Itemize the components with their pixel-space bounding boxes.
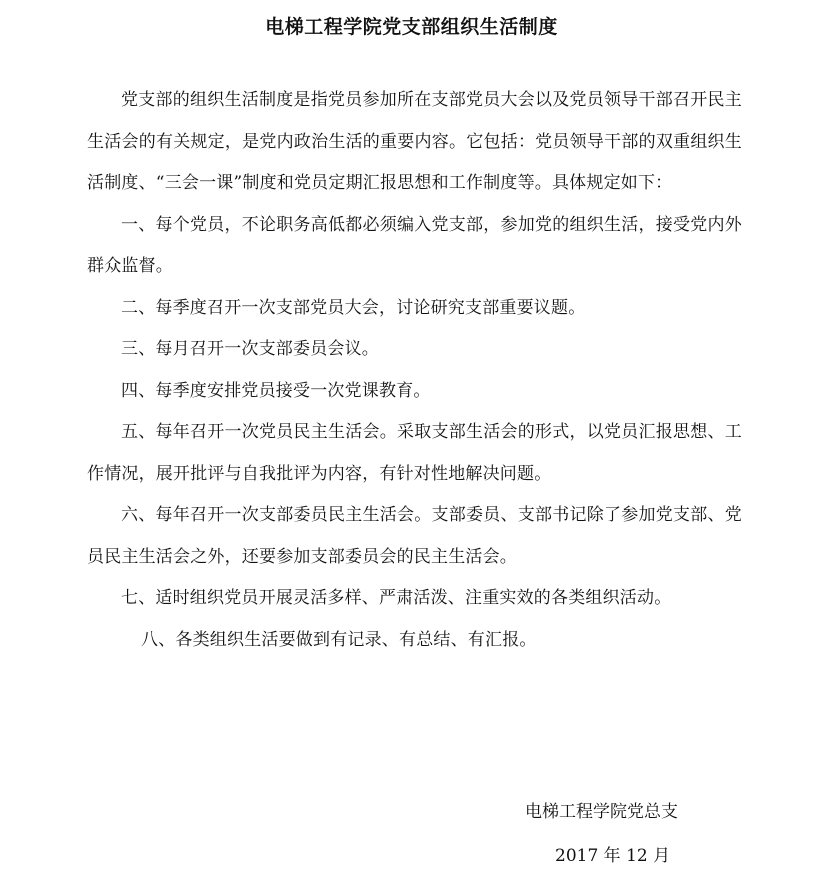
intro-paragraph: 党支部的组织生活制度是指党员参加所在支部党员大会以及党员领导干部召开民主生活会的有关规定，是党内政治生活的重要内容。它包括：党员领导干部的双重组织生活制度、“三会一课”制度和党员定期汇报思想和工作制度等。具体规定如下：	[87, 90, 742, 193]
rule-paragraph-5: 五、每年召开一次党员民主生活会。采取支部生活会的形式，以党员汇报思想、工作情况，展开批评与自我批评为内容，有针对性地解决问题。	[87, 422, 742, 484]
signature-block	[525, 790, 775, 878]
signature-date: 2017 年 12 月	[555, 846, 671, 866]
signature-organization: 电梯工程学院党总支	[525, 802, 678, 822]
rule-paragraph-3: 三、每月召开一次支部委员会议。	[121, 339, 379, 359]
document-title: 电梯工程学院党支部组织生活制度	[265, 16, 558, 38]
rule-paragraph-4: 四、每季度安排党员接受一次党课教育。	[121, 380, 431, 401]
rule-paragraph-8: 八、各类组织生活要做到有记录、有总结、有汇报。	[141, 629, 537, 650]
rule-paragraph-7: 七、适时组织党员开展灵活多样、严肃活泼、注重实效的各类组织活动。	[121, 588, 672, 608]
rule-paragraph-2: 二、每季度召开一次支部党员大会，讨论研究支部重要议题。	[121, 297, 586, 318]
rule-paragraph-1: 一、每个党员，不论职务高低都必须编入党支部，参加党的组织生活，接受党内外群众监督。	[87, 214, 742, 276]
rule-paragraph-6: 六、每年召开一次支部委员民主生活会。支部委员、支部书记除了参加党支部、党员民主生活会之外，还要参加支部委员会的民主生活会。	[87, 505, 742, 567]
document-body	[87, 80, 742, 661]
